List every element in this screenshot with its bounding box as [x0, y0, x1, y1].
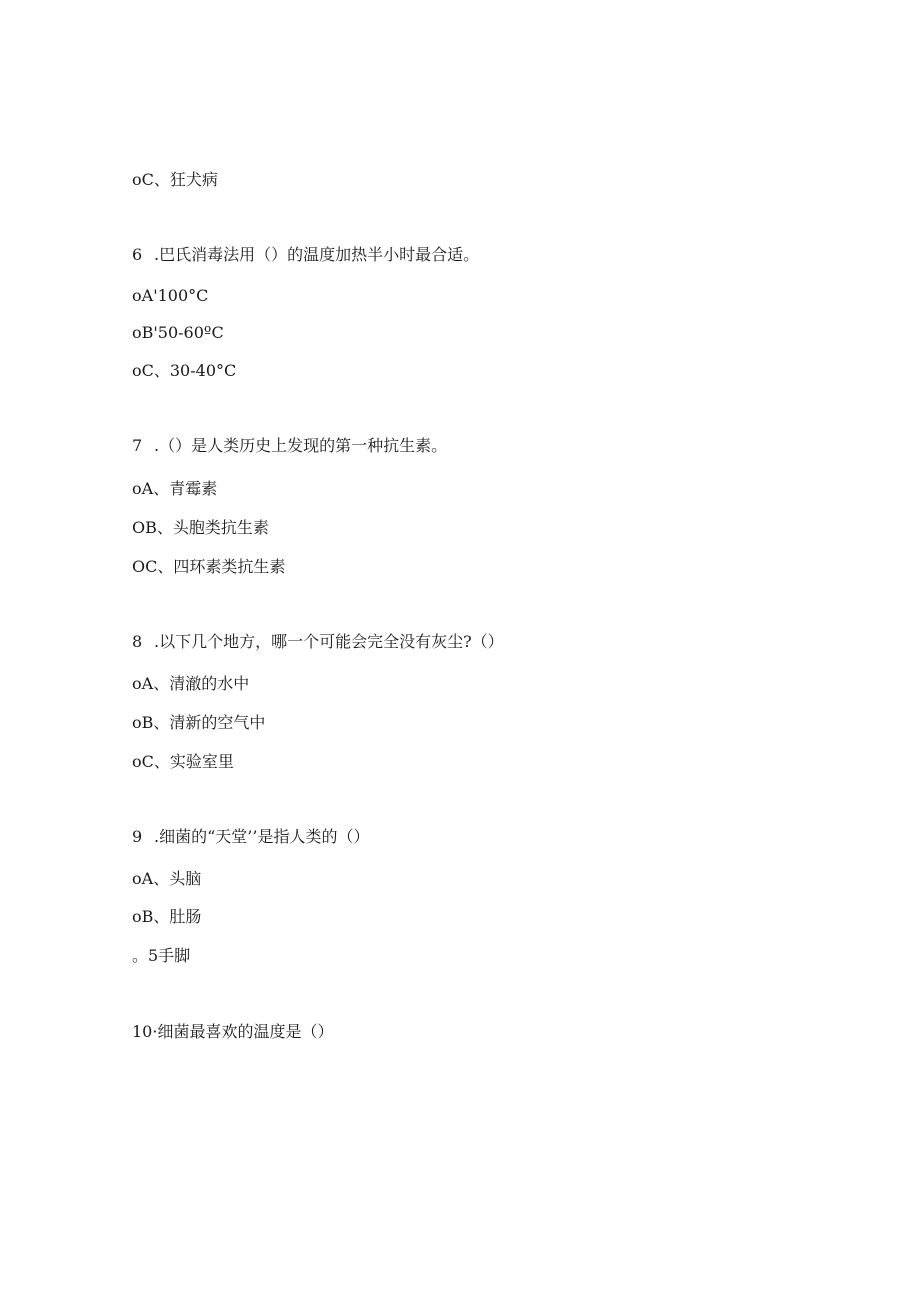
question-10: 10·细菌最喜欢的温度是（）: [132, 1022, 334, 1041]
question-text: .以下几个地方，哪一个可能会完全没有灰尘?（）: [154, 632, 504, 651]
option-b: oB'50-60ºC: [132, 323, 224, 342]
option-a: oA、清澈的水中: [132, 674, 250, 693]
option-b: oB、肚肠: [132, 907, 202, 926]
question-number: 7: [132, 436, 143, 455]
question-number: 6: [132, 245, 143, 264]
question-6: [132, 245, 479, 265]
option-a: oA'100°C: [132, 286, 209, 305]
question-text: .巴氏消毒法用（）的温度加热半小时最合适。: [154, 245, 480, 264]
question-number: 8: [132, 632, 143, 651]
question-text: .（）是人类历史上发现的第一种抗生素。: [154, 436, 448, 455]
option-c: oC、30-40°C: [132, 361, 237, 380]
option-a: oA、青霉素: [132, 479, 218, 498]
question-text: .细菌的“天堂’’是指人类的（）: [154, 827, 370, 846]
option-c-rabies: oC、狂犬病: [132, 170, 218, 189]
option-c: OC、四环素类抗生素: [132, 557, 286, 576]
option-b: OB、头胞类抗生素: [132, 518, 269, 537]
option-a: oA、头脑: [132, 869, 202, 888]
option-b: oB、清新的空气中: [132, 713, 266, 732]
question-9: [132, 827, 369, 847]
question-number: 9: [132, 827, 143, 846]
option-c: 。5手脚: [132, 946, 191, 965]
question-7: [132, 436, 447, 456]
question-8: [132, 632, 504, 652]
option-c: oC、实验室里: [132, 752, 234, 771]
